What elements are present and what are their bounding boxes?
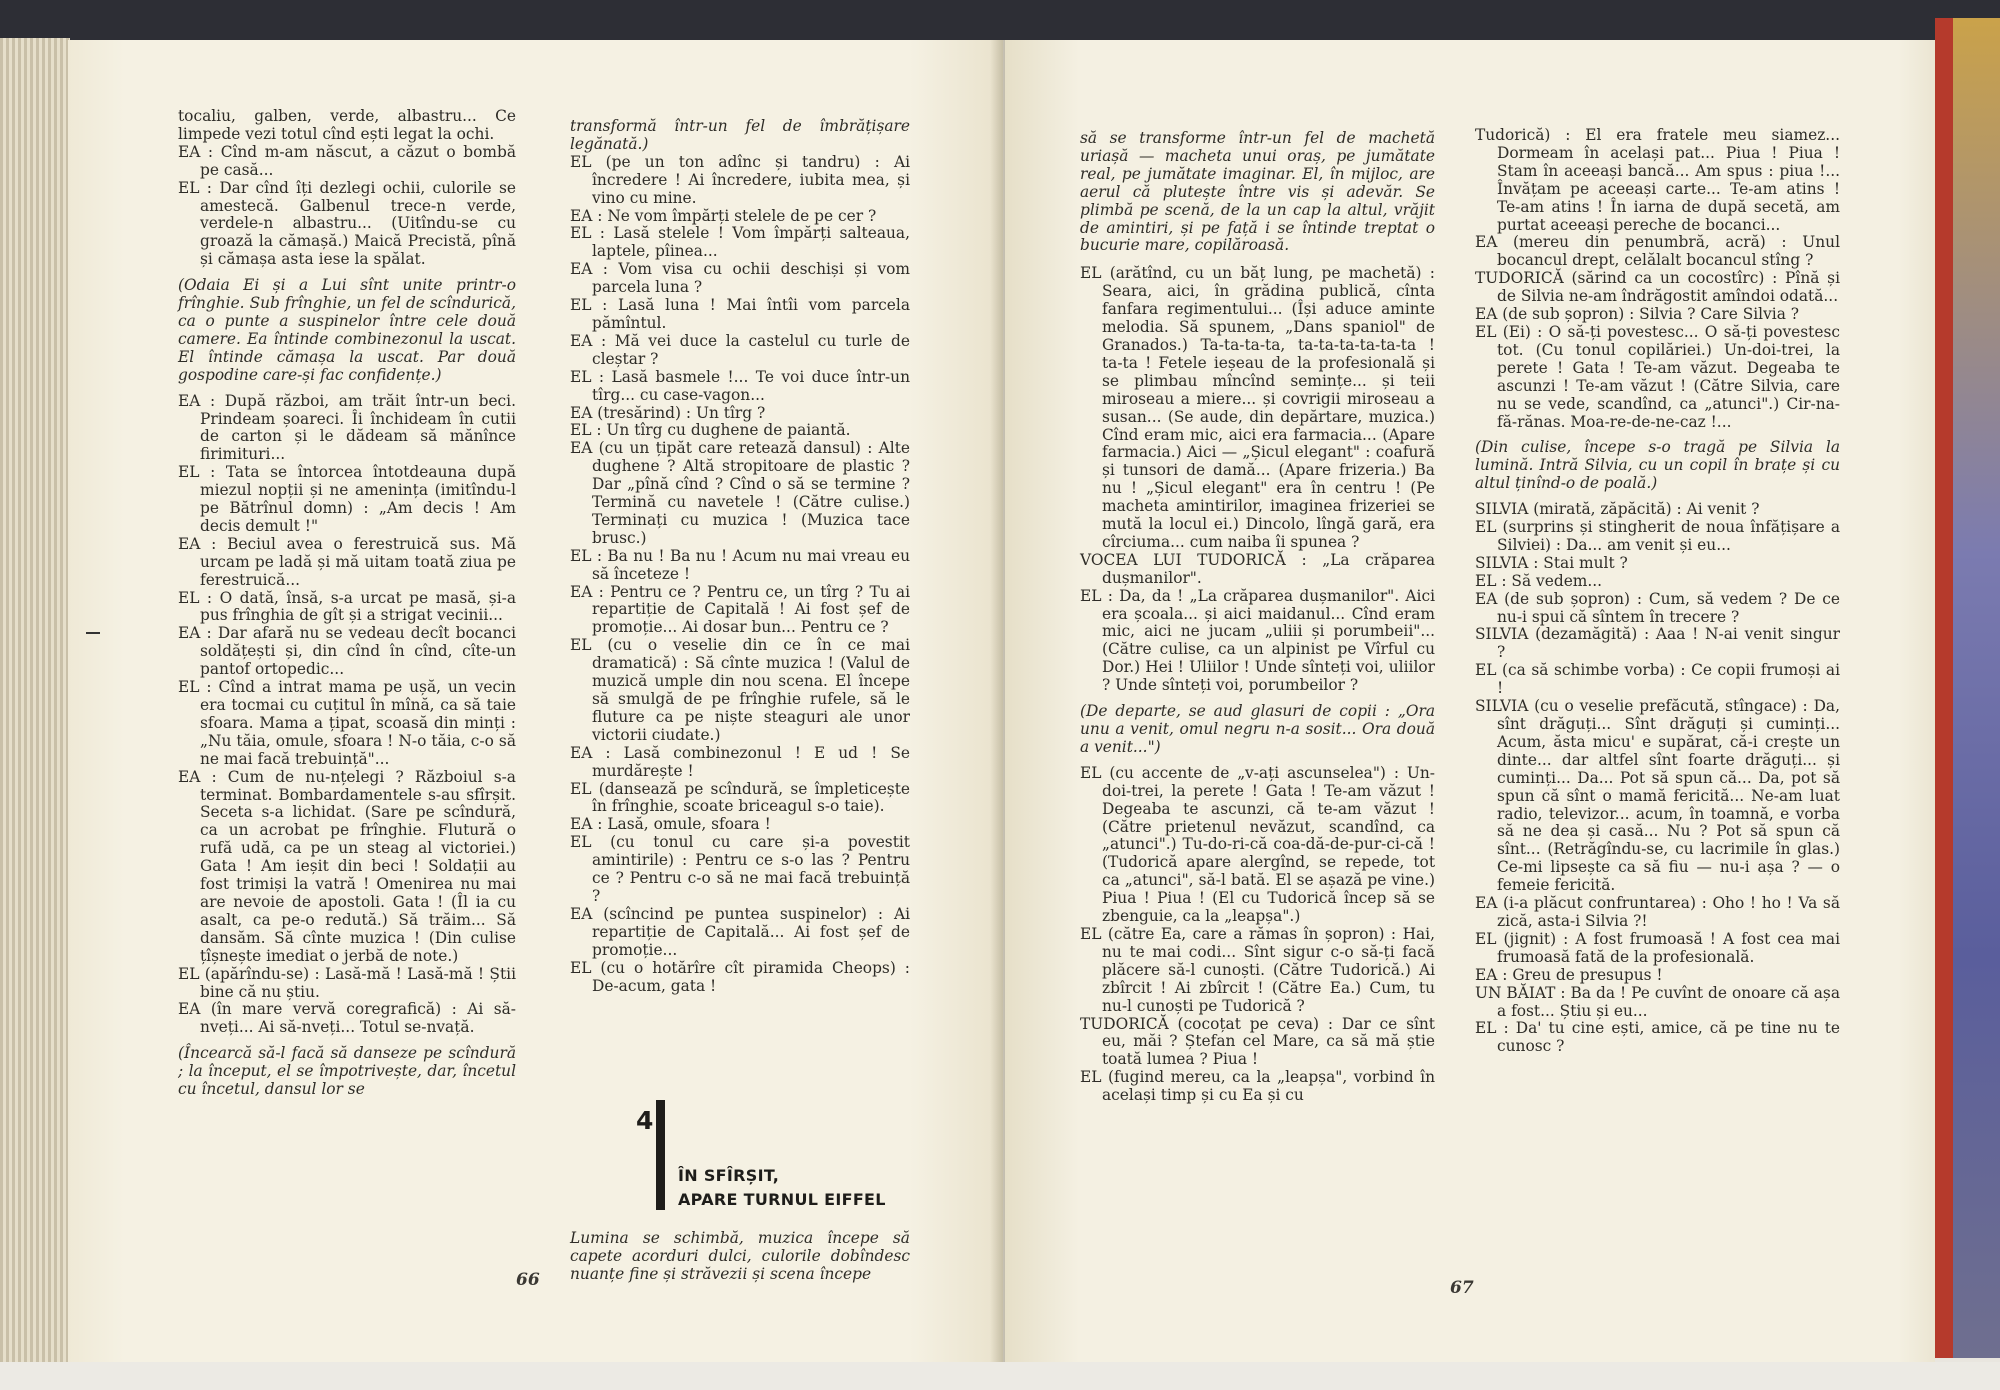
- text-paragraph: EA : Pentru ce ? Pentru ce, un tîrg ? Tu ai repartiție de Capitală ! Ai fost șef de promoție... Ai dosar bun... Pentru ce ?: [570, 582, 910, 637]
- text-paragraph: EL (cu o veselie din ce în ce mai dramatică) : Să cînte muzica ! (Valul de muzică umple din nou scena. El începe să smulgă de pe frînghie rufele, să le fluture ca pe niște steaguri ale unor victorii ciudate.): [570, 636, 910, 744]
- text-paragraph: EA (de sub șopron) : Cum, să vedem ? De ce nu-i spui că sîntem în trecere ?: [1475, 589, 1840, 626]
- text-paragraph: EL (arătînd, cu un băț lung, pe machetă) : Seara, aici, în grădina publică, cînta fanfara regimentului... (Își aduce aminte melodia. Să spunem, „Dans spaniol" de Granados.) Ta-ta-ta-ta, ta-ta-ta-ta-ta-ta ! ta-ta ! Fetele ieșeau de la profesională și se plimbau mîncînd semințe... și teii miroseau a miere... și covrigii miroseau a susan... (Se aude, din depărtare, muzica.) Cînd eram mic, aici era farmacia... (Apare farmacia.) Aici — „Șicul elegant" : coafură și tunsori de damă... (Apare frizeria.) Ba nu ! „Șicul elegant" era în centru ! (Pe macheta amintirilor, imaginea frizeriei se mută la locul ei.) Dincolo, lîngă gară, era cîrciuma... cum naiba îi spunea ?: [1080, 264, 1435, 551]
- text-paragraph: EA (i-a plăcut confruntarea) : Oho ! ho ! Va să zică, asta-i Silvia ?!: [1475, 894, 1840, 930]
- page-number-right: 67: [1450, 1278, 1474, 1298]
- text-paragraph: EL : Să vedem...: [1475, 571, 1603, 590]
- text-paragraph: EL : Lasă luna ! Mai întîi vom parcela pămîntul.: [570, 296, 910, 332]
- text-paragraph: (Încearcă să-l facă să danseze pe scîndură ; la început, el se împotrivește, dar, încetul cu încetul, dansul lor se: [178, 1044, 516, 1099]
- text-paragraph: EA : Mă vei duce la castelul cu turle de cleștar ?: [570, 331, 910, 368]
- right-page-column-2: [1475, 127, 1840, 1056]
- text-paragraph: EL : Un tîrg cu dughene de paiantă.: [570, 421, 851, 440]
- left-page-column-1: [178, 108, 516, 1107]
- text-paragraph: EL (pe un ton adînc și tandru) : Ai încredere ! Ai încredere, iubita mea, și vino cu mine.: [570, 152, 910, 207]
- text-paragraph: VOCEA LUI TUDORICĂ : „La crăparea dușmanilor".: [1080, 550, 1435, 587]
- dark-background-top: [0, 0, 2000, 40]
- text-paragraph: EL : Cînd a intrat mama pe ușă, un vecin era tocmai cu cuțitul în mînă, ca să taie sfoara. Mama a țipat, scoasă din minți : „Nu tăia, omule, sfoara ! N-o tăia, c-o să ne mai facă trebuință"...: [178, 678, 516, 768]
- text-paragraph: TUDORICĂ (cocoțat pe ceva) : Dar ce sînt eu, măi ? Ștefan cel Mare, ca să mă știe toată lumea ? Piua !: [1080, 1014, 1435, 1069]
- chapter-title-line-2: APARE TURNUL EIFFEL: [678, 1190, 886, 1209]
- text-paragraph: SILVIA (dezamăgită) : Aaa ! N-ai venit singur ?: [1475, 625, 1840, 662]
- text-paragraph: EL (surprins și stingherit de noua înfățișare a Silviei) : Da... am venit și eu...: [1475, 518, 1840, 554]
- text-paragraph: (Odaia Ei și a Lui sînt unite printr-o frînghie. Sub frînghie, un fel de scîndurică, ca o punte a suspinelor între cele două camere. Ea întinde combinezonul la uscat. El întinde cămașa la uscat. Par două gospodine care-și fac confidențe.): [178, 276, 516, 384]
- text-paragraph: SILVIA (cu o veselie prefăcută, stîngace) : Da, sînt drăguți... Sînt drăguți și cuminți... Acum, ăsta micu' e supărat, că-i crește un dinte... dar altfel sînt foarte drăguți... și cuminți... Da... Pot să spun că... Da, pot să spun că sînt o mamă fericită... Ne-am luat radio, televizor... acum, în toamnă, e vorba să ne dea și casă... Nu ? Pot să spun că sînt... (Retrăgîndu-se, cu lacrimile în glas.) Ce-mi lipsește ca să fiu — nu-i așa ? — o femeie fericită.: [1475, 697, 1840, 895]
- text-paragraph: EL (dansează pe scîndură, se împleticește în frînghie, scoate briceagul s-o taie).: [570, 779, 910, 816]
- text-paragraph: EA : Beciul avea o ferestruică sus. Mă urcam pe ladă și mă uitam toată ziua pe ferestruică...: [178, 534, 516, 589]
- text-paragraph: EL (Ei) : O să-ți povestesc... O să-ți povestesc tot. (Cu tonul copilăriei.) Un-doi-trei, la perete ! Gata ! Te-am văzut. Degeaba te ascunzi ! Te-am văzut ! (Către Silvia, care nu se vede, scandînd, ca „atunci".) Cir-na-fă-rănas. Moa-re-de-ne-caz !...: [1475, 322, 1840, 431]
- text-paragraph: EA : Dar afară nu se vedeau decît bocanci soldățești și, din cînd în cînd, cîte-un pantof ortopedic...: [178, 624, 516, 679]
- text-paragraph: EL (către Ea, care a rămas în șopron) : Hai, nu te mai codi... Sînt sigur c-o să-ți facă plăcere să-l cunoști. (Către Tudorică.) Ai zbîrcit ! Ai zbîrcit ! (Către Ea.) Cum, tu nu-l cunoști pe Tudorică ?: [1080, 924, 1435, 1015]
- text-paragraph: tocaliu, galben, verde, albastru... Ce limpede vezi totul cînd ești legat la ochi.: [178, 107, 516, 143]
- left-page: [68, 40, 1003, 1362]
- text-paragraph: EA (de sub șopron) : Silvia ? Care Silvia ?: [1475, 305, 1800, 324]
- margin-mark: [86, 632, 100, 634]
- book-page-edges: [0, 38, 70, 1368]
- text-paragraph: SILVIA : Stai mult ?: [1475, 553, 1628, 572]
- text-paragraph: EL (ca să schimbe vorba) : Ce copii frumoși ai !: [1475, 661, 1840, 698]
- text-paragraph: EA : Cum de nu-nțelegi ? Războiul s-a terminat. Bombardamentele s-au sfîrșit. Seceta s-a lichidat. (Sare pe scîndură, ca un acrobat pe frînghie. Flutură o rufă udă, ca pe un steag al victoriei.) Gata ! Am ieșit din beci ! Soldații au fost trimiși la vatră ! Omenirea nu mai are nevoie de apostoli. Gata ! (Îl ia cu asalt, ca pe-o redută.) Să trăim... Să dansăm. Să cînte muzica ! (Din culise țîșnește imediat o jerbă de note.): [178, 767, 516, 965]
- text-paragraph: EL : Da, da ! „La crăparea dușmanilor". Aici era școala... și aici maidanul... Cînd eram mic, aici ne jucam „uliii și porumbeii"... (Către culise, ca un alpinist pe Vîrful cu Dor.) Hei ! Uliilor ! Unde sînteți voi, uliilor ? Unde sînteți voi, porumbeilor ?: [1080, 586, 1435, 695]
- text-paragraph: Tudorică) : El era fratele meu siamez... Dormeam în același pat... Piua ! Piua ! Stam în aceeași bancă... Am spus : piua !... Învățam pe aceeași carte... Te-am atins ! Te-am atins ! În iarna de după secetă, am purtat aceeași pereche de bocanci...: [1475, 126, 1840, 234]
- text-paragraph: EA : Lasă, omule, sfoara !: [570, 815, 771, 834]
- text-paragraph: EA : Cînd m-am născut, a căzut o bombă pe casă...: [178, 142, 516, 179]
- text-paragraph: UN BĂIAT : Ba da ! Pe cuvînt de onoare că așa a fost... Știu și eu...: [1475, 983, 1840, 1020]
- left-page-column-2: [570, 118, 910, 995]
- text-paragraph: EL (fugind mereu, ca la „leapșa", vorbind în același timp și cu Ea și cu: [1080, 1068, 1435, 1105]
- text-paragraph: EL : O dată, însă, s-a urcat pe masă, și-a pus frînghia de gît și a strigat vecinii...: [178, 588, 516, 625]
- text-paragraph: (De departe, se aud glasuri de copii : „Ora unu a venit, omul negru n-a sosit... Ora două a venit..."): [1080, 702, 1435, 756]
- text-paragraph: EL (cu o hotărîre cît piramida Cheops) : De-acum, gata !: [570, 958, 910, 995]
- text-paragraph: EA (scîncind pe puntea suspinelor) : Ai repartiție de Capitală... Ai fost șef de promoție...: [570, 904, 910, 959]
- right-page: [1005, 40, 1935, 1362]
- background-bottom: [0, 1362, 2000, 1390]
- chapter-intro-text: Lumina se schimbă, muzica începe să capete acorduri dulci, culorile dobîndesc nuanțe fine și străvezii și scena începe: [570, 1229, 910, 1283]
- text-paragraph: TUDORICĂ (sărind ca un cocostîrc) : Pînă și de Silvia ne-am îndrăgostit amîndoi odată...: [1475, 269, 1840, 306]
- right-page-column-1: [1080, 130, 1435, 1105]
- text-paragraph: EA (mereu din penumbră, acră) : Unul bocancul drept, celălalt bocancul stîng ?: [1475, 233, 1840, 270]
- text-paragraph: EA : Vom visa cu ochii deschiși și vom parcela luna ?: [570, 260, 910, 297]
- text-paragraph: EA : Ne vom împărți stelele de pe cer ?: [570, 206, 877, 225]
- chapter-number: 4: [636, 1106, 654, 1135]
- text-paragraph: EL : Dar cînd îți dezlegi ochii, culorile se amestecă. Galbenul trece-n verde, verdele-n albastru... (Uitîndu-se cu groază la cămașă.) Maică Precistă, pînă și cămașa asta iese la spălat.: [178, 178, 516, 269]
- text-paragraph: (Din culise, începe s-o tragă pe Silvia la lumină. Intră Silvia, cu un copil în brațe și cu altul ținînd-o de poală.): [1475, 438, 1840, 493]
- text-paragraph: transformă într-un fel de îmbrățișare legănată.): [570, 117, 910, 153]
- text-paragraph: EL : Tata se întorcea întotdeauna după miezul nopții și ne amenința (imitîndu-l pe Bătrînul domn) : „Am decis ! Am decis demult !": [178, 463, 516, 535]
- text-paragraph: EL (jignit) : A fost frumoasă ! A fost cea mai frumoasă fată de la profesională.: [1475, 929, 1840, 966]
- chapter-bar: [656, 1100, 665, 1210]
- text-paragraph: EA : Greu de presupus !: [1475, 965, 1663, 984]
- book-cover-right: [1935, 18, 2000, 1358]
- text-paragraph: EL : Da' tu cine ești, amice, că pe tine nu te cunosc ?: [1475, 1019, 1840, 1056]
- text-paragraph: EL : Lasă stelele ! Vom împărți salteaua, laptele, pîinea...: [570, 224, 910, 261]
- chapter-title-line-1: ÎN SFÎRȘIT,: [678, 1166, 780, 1185]
- text-paragraph: EA : După război, am trăit într-un beci. Prindeam șoareci. Îi închideam în cutii de carton și le dădeam să mănînce firimituri...: [178, 391, 516, 464]
- page-number-left: 66: [516, 1270, 540, 1290]
- text-paragraph: EA (cu un țipăt care retează dansul) : Alte dughene ? Altă stropitoare de plastic ? Dar „pînă cînd ? Cînd o să se termine ? Termină cu navetele ! (Către culise.) Terminați cu muzica ! (Muzica tace brusc.): [570, 439, 910, 547]
- text-paragraph: EA (în mare vervă coregrafică) : Ai să-nveți... Ai să-nveți... Totul se-nvață.: [178, 1000, 516, 1037]
- text-paragraph: EL (cu tonul cu care și-a povestit amintirile) : Pentru ce s-o las ? Pentru ce ? Pentru c-o să ne mai facă trebuință ?: [570, 833, 910, 905]
- chapter-heading: [636, 1096, 916, 1216]
- text-paragraph: EL (cu accente de „v-ați ascunselea") : Un-doi-trei, la perete ! Gata ! Te-am văzut ! Degeaba te ascunzi, că te-am văzut ! (Către prietenul nevăzut, scandînd, ca „atunci".) Tu-do-ri-că coa-dă-de-pur-ci-că ! (Tudorică apare alergînd, se repede, tot ca „atunci", să-l bată. El se așază pe vine.) Piua ! Piua ! (El cu Tudorică încep să se zbenguie, ca la „leapșa".): [1080, 763, 1435, 926]
- text-paragraph: EL (apărîndu-se) : Lasă-mă ! Lasă-mă ! Știi bine că nu știu.: [178, 964, 516, 1001]
- text-paragraph: EA : Lasă combinezonul ! E ud ! Se murdărește !: [570, 743, 910, 780]
- text-paragraph: să se transforme într-un fel de machetă uriașă — macheta unui oraș, pe jumătate real, pe jumătate imaginar. El, în mijloc, are aerul că plutește între vis și adevăr. Se plimbă pe scenă, de la un cap la altul, vrăjit de amintiri, și pe față i se întinde treptat o bucurie mare, copilăroasă.: [1080, 129, 1435, 255]
- text-paragraph: EL : Lasă basmele !... Te voi duce într-un tîrg... cu case-vagon...: [570, 367, 910, 404]
- text-paragraph: EL : Ba nu ! Ba nu ! Acum nu mai vreau eu să înceteze !: [570, 546, 910, 583]
- text-paragraph: SILVIA (mirată, zăpăcită) : Ai venit ?: [1475, 500, 1760, 519]
- text-paragraph: EA (tresărind) : Un tîrg ?: [570, 403, 766, 422]
